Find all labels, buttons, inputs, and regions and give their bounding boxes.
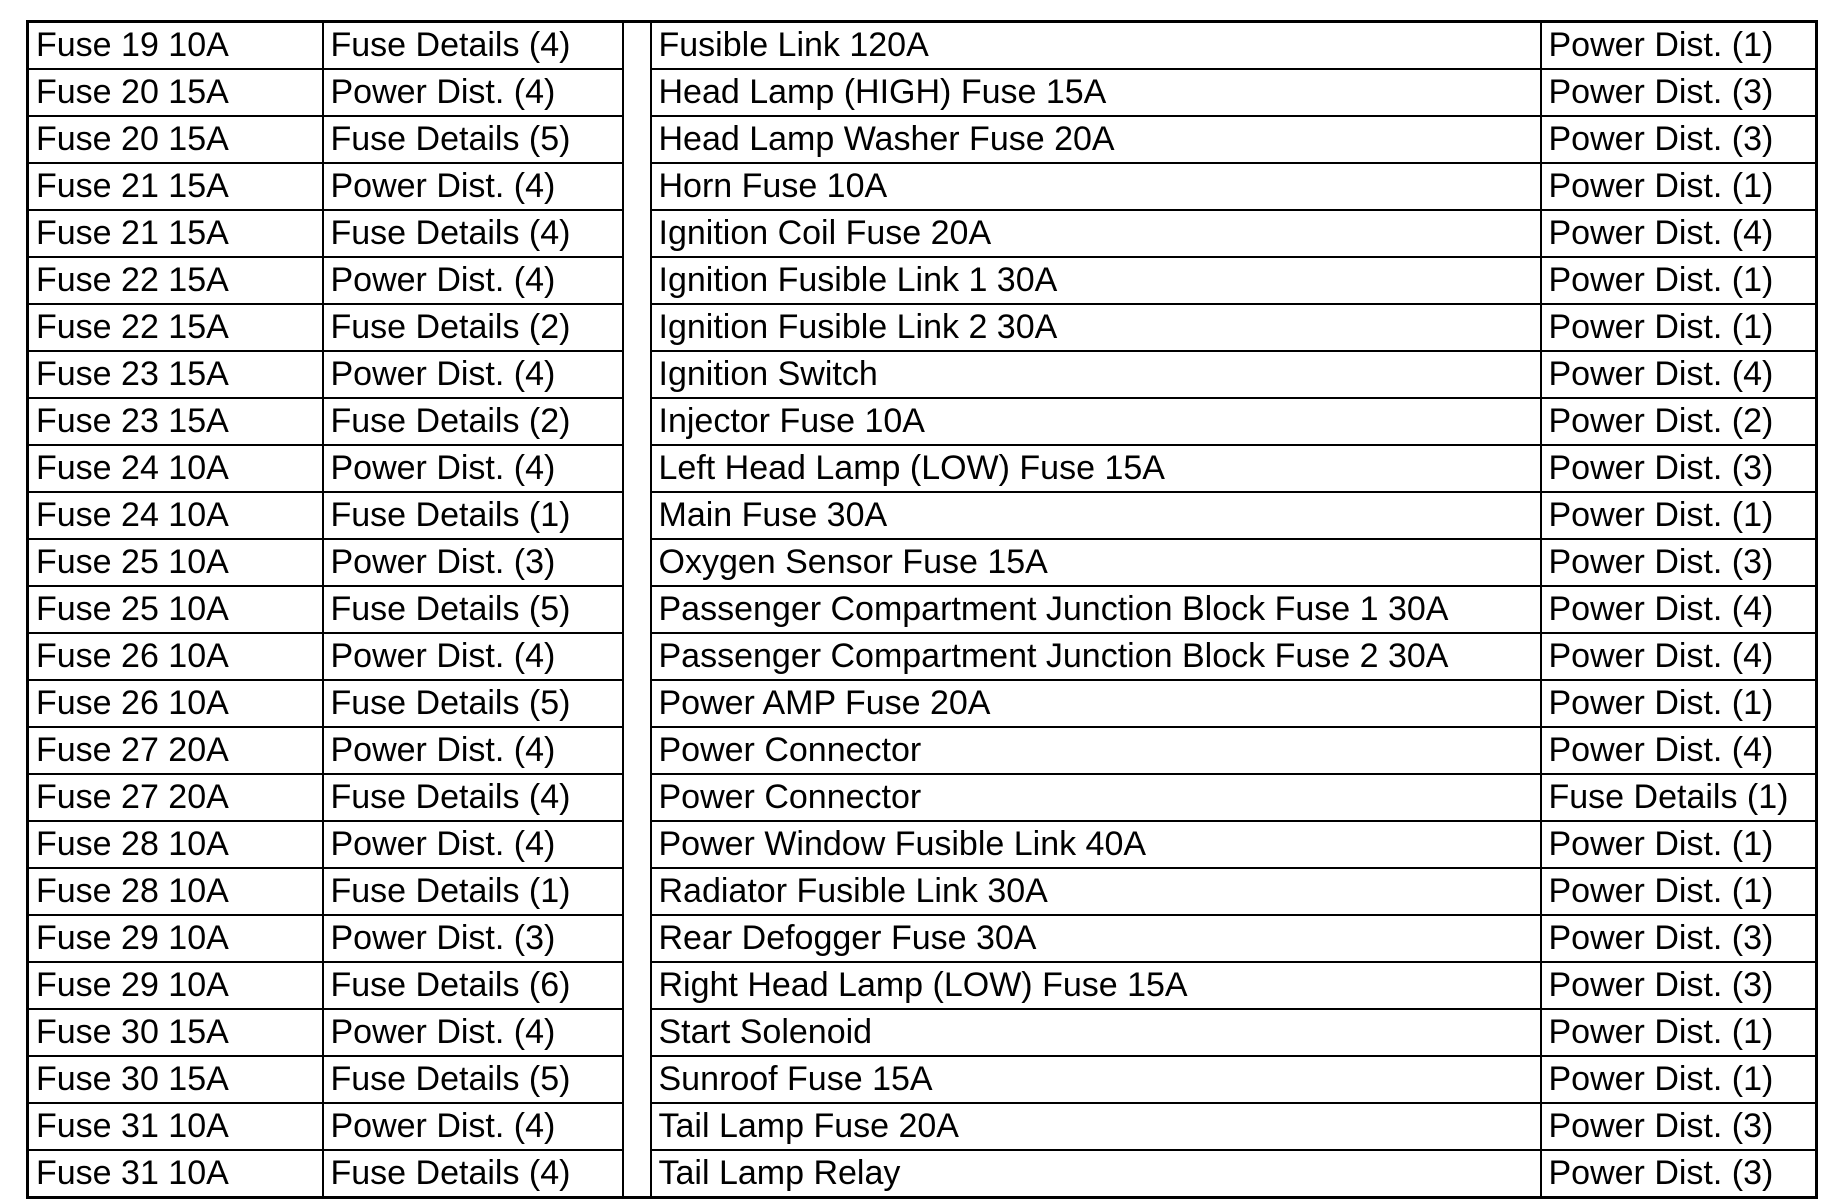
column-gap [623, 680, 651, 727]
table-row [28, 633, 1817, 680]
left-component-cell: Fuse 25 10A [28, 539, 323, 586]
left-component-cell: Fuse 28 10A [28, 868, 323, 915]
table-row [28, 351, 1817, 398]
right-component-cell: Ignition Fusible Link 1 30A [651, 257, 1541, 304]
left-component-cell: Fuse 20 15A [28, 116, 323, 163]
column-gap [623, 821, 651, 868]
right-location-cell: Power Dist. (3) [1541, 69, 1817, 116]
right-location-cell: Power Dist. (2) [1541, 398, 1817, 445]
left-component-cell: Fuse 22 15A [28, 304, 323, 351]
column-gap [623, 868, 651, 915]
left-location-cell: Power Dist. (4) [323, 821, 623, 868]
left-location-cell: Power Dist. (4) [323, 633, 623, 680]
table-row [28, 69, 1817, 116]
left-component-cell: Fuse 21 15A [28, 210, 323, 257]
right-component-cell: Power Connector [651, 774, 1541, 821]
table-row [28, 1103, 1817, 1150]
column-gap [623, 351, 651, 398]
column-gap [623, 257, 651, 304]
right-location-cell: Power Dist. (3) [1541, 1103, 1817, 1150]
right-location-cell: Power Dist. (1) [1541, 492, 1817, 539]
left-component-cell: Fuse 27 20A [28, 774, 323, 821]
right-component-cell: Left Head Lamp (LOW) Fuse 15A [651, 445, 1541, 492]
left-component-cell: Fuse 31 10A [28, 1103, 323, 1150]
table-row [28, 445, 1817, 492]
right-location-cell: Power Dist. (1) [1541, 821, 1817, 868]
right-location-cell: Power Dist. (1) [1541, 868, 1817, 915]
table-row [28, 1009, 1817, 1056]
left-component-cell: Fuse 25 10A [28, 586, 323, 633]
right-component-cell: Fusible Link 120A [651, 22, 1541, 70]
right-component-cell: Rear Defogger Fuse 30A [651, 915, 1541, 962]
right-component-cell: Head Lamp Washer Fuse 20A [651, 116, 1541, 163]
table-row [28, 1056, 1817, 1103]
left-component-cell: Fuse 23 15A [28, 351, 323, 398]
table-row [28, 304, 1817, 351]
right-location-cell: Power Dist. (1) [1541, 257, 1817, 304]
right-location-cell: Power Dist. (4) [1541, 727, 1817, 774]
table-row [28, 22, 1817, 70]
left-component-cell: Fuse 19 10A [28, 22, 323, 70]
left-location-cell: Power Dist. (3) [323, 915, 623, 962]
table-body [28, 22, 1817, 1198]
table-row [28, 915, 1817, 962]
left-location-cell: Power Dist. (4) [323, 1009, 623, 1056]
column-gap [623, 116, 651, 163]
column-gap [623, 304, 651, 351]
right-component-cell: Ignition Switch [651, 351, 1541, 398]
right-component-cell: Power Window Fusible Link 40A [651, 821, 1541, 868]
column-gap [623, 539, 651, 586]
left-location-cell: Power Dist. (4) [323, 351, 623, 398]
left-component-cell: Fuse 26 10A [28, 633, 323, 680]
right-component-cell: Injector Fuse 10A [651, 398, 1541, 445]
column-gap [623, 163, 651, 210]
right-location-cell: Power Dist. (1) [1541, 22, 1817, 70]
left-component-cell: Fuse 27 20A [28, 727, 323, 774]
left-location-cell: Fuse Details (2) [323, 304, 623, 351]
table-row [28, 398, 1817, 445]
right-location-cell: Power Dist. (4) [1541, 586, 1817, 633]
table-row [28, 962, 1817, 1009]
left-component-cell: Fuse 29 10A [28, 962, 323, 1009]
table-row [28, 586, 1817, 633]
column-gap [623, 915, 651, 962]
right-location-cell: Fuse Details (1) [1541, 774, 1817, 821]
right-component-cell: Power AMP Fuse 20A [651, 680, 1541, 727]
table-row [28, 821, 1817, 868]
left-location-cell: Fuse Details (4) [323, 210, 623, 257]
left-location-cell: Power Dist. (4) [323, 163, 623, 210]
column-gap [623, 633, 651, 680]
column-gap [623, 1150, 651, 1198]
right-location-cell: Power Dist. (3) [1541, 962, 1817, 1009]
column-gap [623, 398, 651, 445]
right-component-cell: Ignition Fusible Link 2 30A [651, 304, 1541, 351]
table-row [28, 492, 1817, 539]
left-location-cell: Power Dist. (4) [323, 1103, 623, 1150]
column-gap [623, 1103, 651, 1150]
left-component-cell: Fuse 22 15A [28, 257, 323, 304]
column-gap [623, 774, 651, 821]
right-location-cell: Power Dist. (4) [1541, 351, 1817, 398]
right-location-cell: Power Dist. (3) [1541, 539, 1817, 586]
right-component-cell: Start Solenoid [651, 1009, 1541, 1056]
left-location-cell: Fuse Details (4) [323, 1150, 623, 1198]
right-location-cell: Power Dist. (1) [1541, 1056, 1817, 1103]
right-location-cell: Power Dist. (4) [1541, 210, 1817, 257]
left-component-cell: Fuse 24 10A [28, 445, 323, 492]
right-location-cell: Power Dist. (3) [1541, 1150, 1817, 1198]
left-location-cell: Fuse Details (4) [323, 774, 623, 821]
column-gap [623, 210, 651, 257]
table-row [28, 1150, 1817, 1198]
right-location-cell: Power Dist. (1) [1541, 163, 1817, 210]
column-gap [623, 22, 651, 70]
left-component-cell: Fuse 29 10A [28, 915, 323, 962]
right-location-cell: Power Dist. (1) [1541, 1009, 1817, 1056]
left-component-cell: Fuse 21 15A [28, 163, 323, 210]
left-location-cell: Fuse Details (4) [323, 22, 623, 70]
right-location-cell: Power Dist. (3) [1541, 116, 1817, 163]
left-component-cell: Fuse 23 15A [28, 398, 323, 445]
right-location-cell: Power Dist. (1) [1541, 304, 1817, 351]
left-component-cell: Fuse 24 10A [28, 492, 323, 539]
right-component-cell: Passenger Compartment Junction Block Fuse 2 30A [651, 633, 1541, 680]
left-component-cell: Fuse 26 10A [28, 680, 323, 727]
right-component-cell: Radiator Fusible Link 30A [651, 868, 1541, 915]
right-component-cell: Tail Lamp Relay [651, 1150, 1541, 1198]
right-location-cell: Power Dist. (3) [1541, 915, 1817, 962]
right-location-cell: Power Dist. (4) [1541, 633, 1817, 680]
table-row [28, 868, 1817, 915]
right-location-cell: Power Dist. (3) [1541, 445, 1817, 492]
left-location-cell: Fuse Details (5) [323, 680, 623, 727]
left-location-cell: Power Dist. (4) [323, 727, 623, 774]
table-row [28, 116, 1817, 163]
left-component-cell: Fuse 30 15A [28, 1056, 323, 1103]
component-index-table [26, 20, 1818, 1199]
left-location-cell: Fuse Details (6) [323, 962, 623, 1009]
right-component-cell: Head Lamp (HIGH) Fuse 15A [651, 69, 1541, 116]
column-gap [623, 586, 651, 633]
table-row [28, 539, 1817, 586]
right-component-cell: Right Head Lamp (LOW) Fuse 15A [651, 962, 1541, 1009]
table-row [28, 727, 1817, 774]
left-location-cell: Fuse Details (5) [323, 1056, 623, 1103]
table-row [28, 680, 1817, 727]
right-component-cell: Sunroof Fuse 15A [651, 1056, 1541, 1103]
left-location-cell: Power Dist. (4) [323, 257, 623, 304]
left-location-cell: Power Dist. (4) [323, 69, 623, 116]
left-location-cell: Fuse Details (5) [323, 586, 623, 633]
left-component-cell: Fuse 31 10A [28, 1150, 323, 1198]
left-location-cell: Power Dist. (4) [323, 445, 623, 492]
right-component-cell: Main Fuse 30A [651, 492, 1541, 539]
table-row [28, 210, 1817, 257]
right-location-cell: Power Dist. (1) [1541, 680, 1817, 727]
column-gap [623, 492, 651, 539]
left-location-cell: Fuse Details (1) [323, 868, 623, 915]
left-component-cell: Fuse 30 15A [28, 1009, 323, 1056]
left-location-cell: Power Dist. (3) [323, 539, 623, 586]
table-row [28, 163, 1817, 210]
left-location-cell: Fuse Details (2) [323, 398, 623, 445]
right-component-cell: Passenger Compartment Junction Block Fuse 1 30A [651, 586, 1541, 633]
right-component-cell: Ignition Coil Fuse 20A [651, 210, 1541, 257]
right-component-cell: Oxygen Sensor Fuse 15A [651, 539, 1541, 586]
column-gap [623, 445, 651, 492]
column-gap [623, 727, 651, 774]
right-component-cell: Tail Lamp Fuse 20A [651, 1103, 1541, 1150]
column-gap [623, 1009, 651, 1056]
left-location-cell: Fuse Details (1) [323, 492, 623, 539]
left-component-cell: Fuse 28 10A [28, 821, 323, 868]
right-component-cell: Horn Fuse 10A [651, 163, 1541, 210]
table-row [28, 257, 1817, 304]
right-component-cell: Power Connector [651, 727, 1541, 774]
left-location-cell: Fuse Details (5) [323, 116, 623, 163]
column-gap [623, 1056, 651, 1103]
table-row [28, 774, 1817, 821]
left-component-cell: Fuse 20 15A [28, 69, 323, 116]
column-gap [623, 962, 651, 1009]
column-gap [623, 69, 651, 116]
